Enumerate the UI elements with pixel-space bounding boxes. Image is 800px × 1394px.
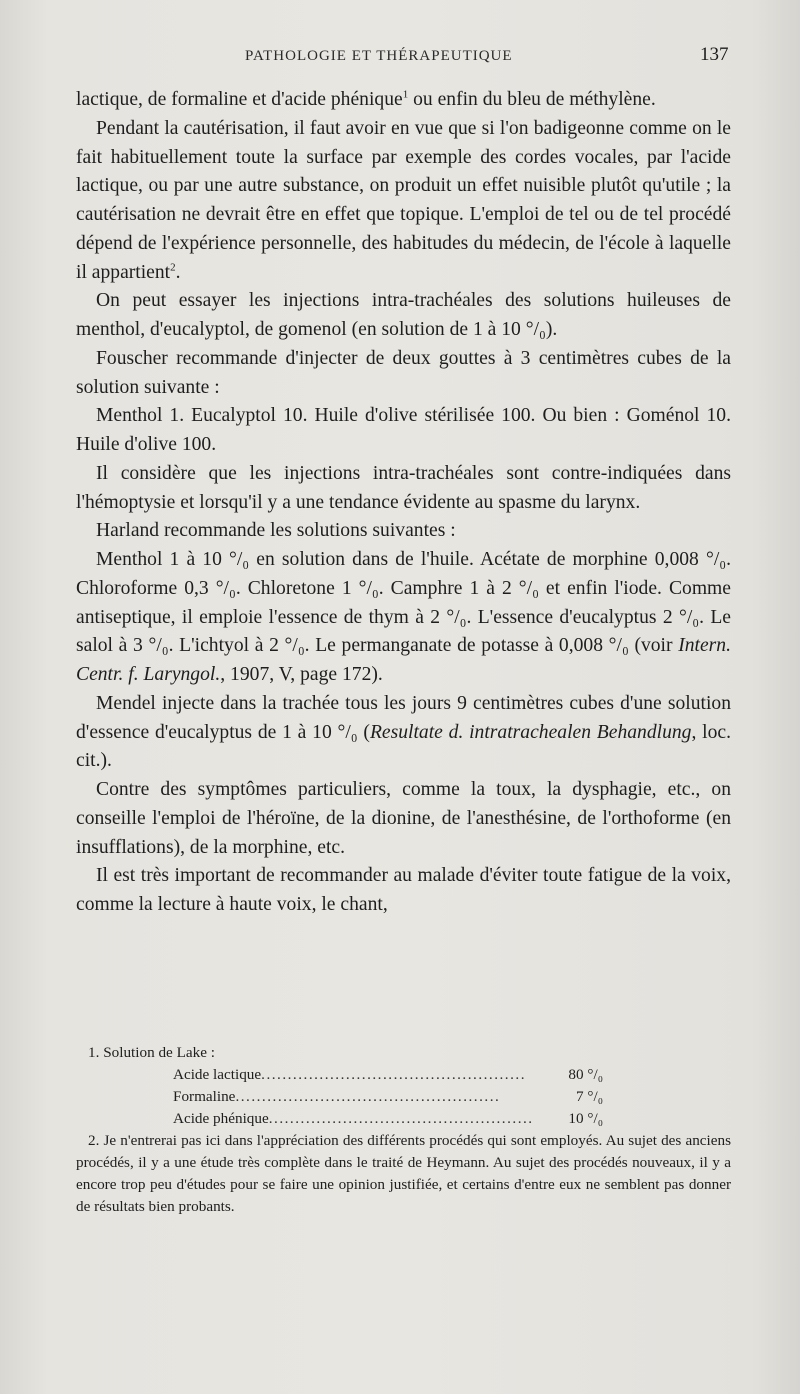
footnote-1-label: 1. Solution de Lake :	[88, 1044, 215, 1061]
running-title: PATHOLOGIE ET THÉRAPEUTIQUE	[245, 48, 513, 64]
paragraph-7: Harland recommande les solutions suivantes :	[96, 520, 456, 542]
paragraph-text: Pendant la cautérisation, il faut avoir en vue que si l'on badigeonne comme on le fait habituellement toute la surface par exemple des cordes vocales, par l'acide lactique, ou par une autre substance, on produit un effet nuisible plutôt qu'utile ; la cautérisation ne devrait être en effet que topique. L'emploi de tel ou de tel procédé dépend de l'expérience personnelle, des habitudes du médecin, de l'école à laquelle il appartient	[76, 117, 731, 283]
recipe-ingredient: Acide lactique	[173, 1066, 262, 1083]
recipe-row	[173, 1086, 603, 1108]
paragraph-3: On peut essayer les injections intra-trachéales des solutions huileuses de menthol, d'eucalyptol, de gomenol (en solution de 1 à 10 °/₀).	[76, 290, 731, 340]
paragraph-6: Il considère que les injections intra-trachéales sont contre-indiquées dans l'hémoptysie et lorsqu'il y a une tendance évidente au spasme du larynx.	[76, 462, 731, 513]
footnote-ref-2: 2	[170, 260, 176, 273]
paragraph-9	[76, 690, 731, 776]
paragraph-text: .	[175, 261, 181, 283]
body-text	[76, 86, 731, 920]
page-header	[0, 44, 800, 74]
paragraph-text: , 1907, V, page 172).	[220, 664, 383, 685]
paragraph-1	[76, 86, 731, 115]
leader-dots: ..................................................	[235, 1088, 501, 1105]
footnote-2: 2. Je n'entrerai pas ici dans l'appréciation des différents procédés qui sont employés. Au sujet des anciens procédés, il y a une étude très complète dans le traité de Heymann. Au sujet des procédés nouveaux, il y a encore trop peu d'études pour se faire une opinion justifiée, et certains d'entre eux ne semblent pas donner de résultats bien probants.	[76, 1132, 731, 1215]
paragraph-text: lactique, de formaline et d'acide phénique	[76, 89, 403, 110]
citation-title: Intern. Centr. f. Laryngol.	[76, 635, 731, 685]
recipe-row	[173, 1108, 603, 1130]
paragraph-4: Fouscher recommande d'injecter de deux gouttes à 3 centimètres cubes de la solution suivante :	[76, 347, 731, 398]
recipe-ingredient: Formaline	[173, 1088, 236, 1105]
recipe-quantity: 7 °/₀	[576, 1088, 603, 1105]
footnotes	[76, 1042, 731, 1218]
paragraph-11: Il est très important de recommander au malade d'éviter toute fatigue de la voix, comme la lecture à haute voix, le chant,	[76, 865, 731, 915]
paragraph-2	[76, 115, 731, 288]
page-number: 137	[700, 44, 729, 65]
recipe-quantity: 10 °/₀	[568, 1110, 603, 1127]
paragraph-10: Contre des symptômes particuliers, comme la toux, la dysphagie, etc., on conseille l'emploi de l'héroïne, de la dionine, de l'anesthésine, de l'orthoforme (en insufflations), de la morphine, etc.	[76, 779, 731, 858]
recipe-ingredient: Acide phénique	[173, 1110, 269, 1127]
paragraph-8	[76, 546, 731, 690]
footnote-ref-1: 1	[402, 88, 409, 101]
paragraph-text: Menthol 1 à 10 °/₀ en solution dans de l'huile. Acétate de morphine 0,008 °/₀. Chloroforme 0,3 °/₀. Chloretone 1 °/₀. Camphre 1 à 2 °/₀ et enfin l'iode. Comme antiseptique, il emploie l'essence de thym à 2 °/₀. L'essence d'eucalyptus 2 °/₀. Le salol à 3 °/₀. L'ichtyol à 2 °/₀. Le permanganate de potasse à 0,008 °/₀ (voir	[76, 549, 731, 657]
recipe-list	[173, 1064, 603, 1130]
recipe-quantity: 80 °/₀	[568, 1066, 603, 1083]
paragraph-text: Mendel injecte dans la trachée tous les jours 9 centimètres cubes d'une solution d'essence d'eucalyptus de 1 à 10 °/₀ (	[76, 692, 731, 743]
citation-title: Resultate d. intratrachealen Behandlung	[369, 721, 692, 743]
paragraph-5: Menthol 1. Eucalyptol 10. Huile d'olive stérilisée 100. Ou bien : Goménol 10. Huile d'olive 100.	[76, 405, 731, 455]
leader-dots: ..................................................	[261, 1066, 526, 1083]
paragraph-text: , loc. cit.).	[76, 721, 731, 772]
paragraph-text: ou enfin du bleu de méthylène.	[408, 89, 656, 110]
recipe-row	[173, 1064, 603, 1086]
leader-dots: ..................................................	[268, 1110, 534, 1127]
